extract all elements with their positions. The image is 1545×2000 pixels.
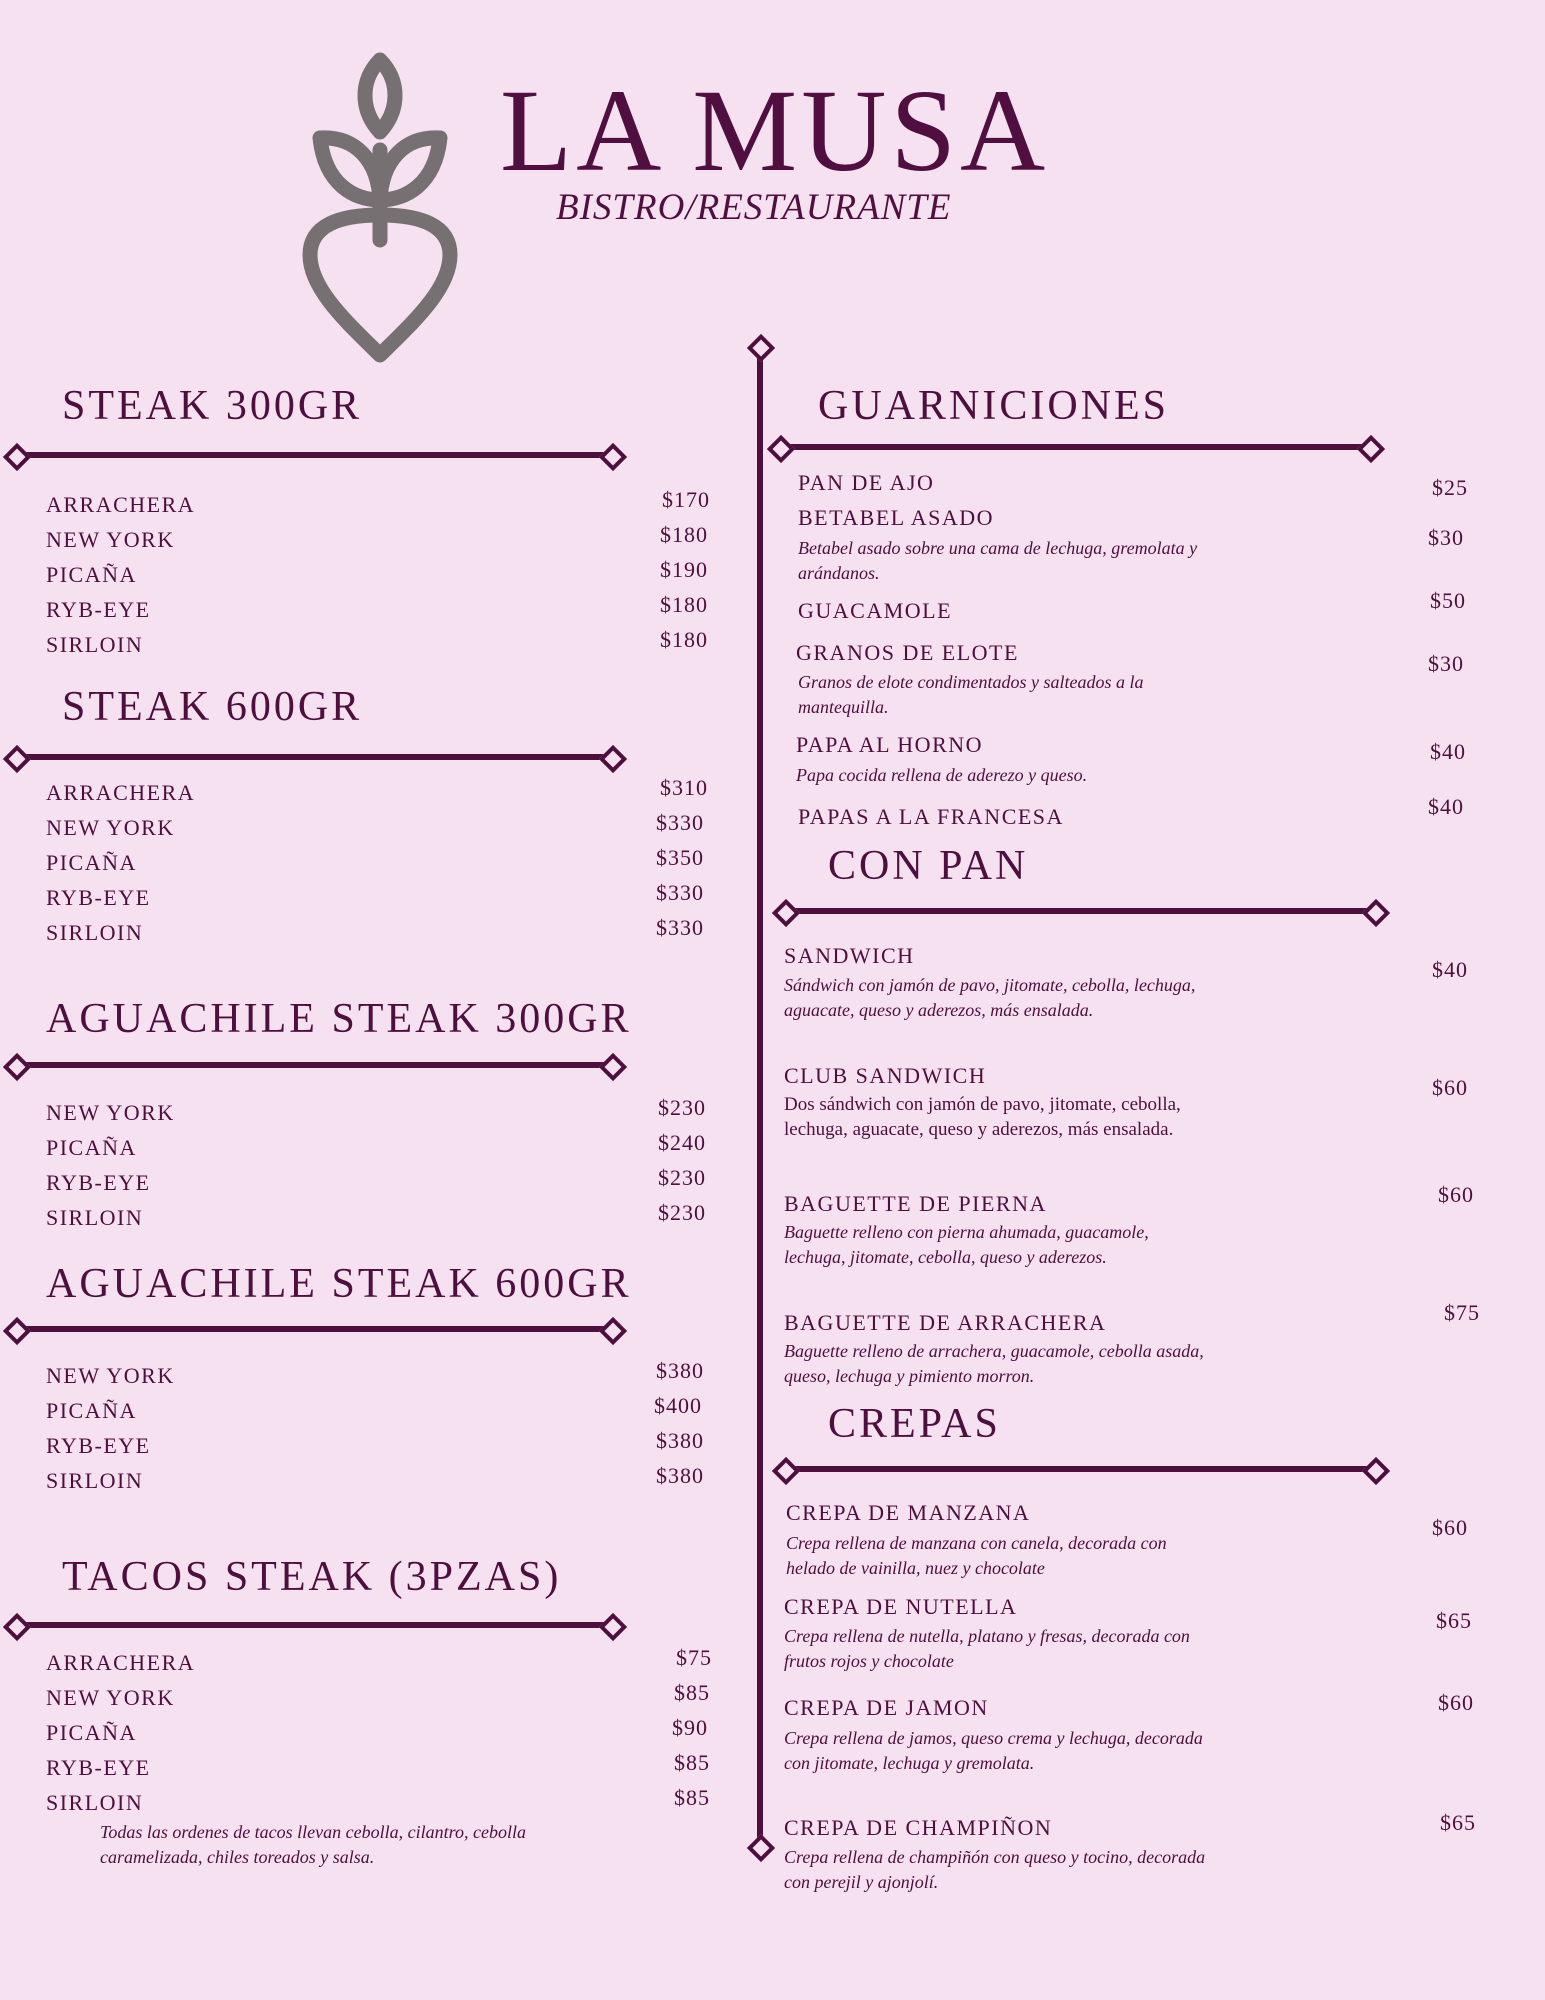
menu-item-name: PICAÑA xyxy=(46,1135,137,1160)
menu-item-name: RYB-EYE xyxy=(46,597,151,622)
menu-item-description: Sándwich con jamón de pavo, jitomate, cebolla, lechuga, aguacate, queso y aderezos, más ensalada. xyxy=(784,975,1196,1020)
menu-item-name: NEW YORK xyxy=(46,1363,175,1388)
menu-item-name: CLUB SANDWICH xyxy=(784,1063,987,1088)
menu-item-name: NEW YORK xyxy=(46,1100,175,1125)
section-divider xyxy=(6,1054,624,1076)
menu-item-name: RYB-EYE xyxy=(46,1433,151,1458)
menu-item-name: BAGUETTE DE PIERNA xyxy=(784,1191,1047,1216)
menu-item-price: $65 xyxy=(1440,1810,1476,1835)
menu-item-name: GRANOS DE ELOTE xyxy=(796,640,1019,665)
menu-item-name: PICAÑA xyxy=(46,850,137,875)
menu-item-name: CREPA DE MANZANA xyxy=(786,1500,1031,1525)
menu-item-price: $60 xyxy=(1432,1075,1468,1100)
menu-item-name: SIRLOIN xyxy=(46,632,144,657)
section-divider xyxy=(775,1458,1387,1480)
menu-item-name: RYB-EYE xyxy=(46,1755,151,1780)
section-title-steak-600: STEAK 600GR xyxy=(62,684,363,730)
menu-item-description: Crepa rellena de champiñón con queso y tocino, decorada con perejil y ajonjolí. xyxy=(784,1847,1206,1892)
menu-item-description: Crepa rellena de jamos, queso crema y lechuga, decorada con jitomate, lechuga y gremolata. xyxy=(784,1728,1203,1773)
menu-item-description: Crepa rellena de manzana con canela, decorada con helado de vainilla, nuez y chocolate xyxy=(786,1533,1167,1578)
menu-item-price: $65 xyxy=(1436,1608,1472,1633)
menu-item-price: $190 xyxy=(660,557,708,582)
menu-item-name: ARRACHERA xyxy=(46,780,196,805)
menu-item-price: $85 xyxy=(674,1680,710,1705)
sprout-heart-icon xyxy=(300,50,460,365)
menu-item-description: Baguette relleno de arrachera, guacamole, cebolla asada, queso, lechuga y pimiento morron. xyxy=(784,1341,1204,1386)
section-title-aguachile-300: AGUACHILE STEAK 300GR xyxy=(46,996,632,1042)
section-title-tacos: TACOS STEAK (3PZAS) xyxy=(62,1554,562,1600)
menu-item-name: PICAÑA xyxy=(46,1398,137,1423)
menu-item-price: $90 xyxy=(672,1715,708,1740)
menu-item-name: PAPAS A LA FRANCESA xyxy=(798,804,1064,829)
menu-item-price: $380 xyxy=(656,1463,704,1488)
menu-item-name: BETABEL ASADO xyxy=(798,505,994,530)
menu-item-price: $40 xyxy=(1432,957,1468,982)
menu-item-name: CREPA DE CHAMPIÑON xyxy=(784,1815,1053,1840)
menu-item-name: PICAÑA xyxy=(46,1720,137,1745)
menu-item-name: RYB-EYE xyxy=(46,885,151,910)
section-title-steak-300: STEAK 300GR xyxy=(62,383,363,429)
section-divider xyxy=(6,746,624,768)
section-divider xyxy=(770,436,1382,458)
menu-item-name: GUACAMOLE xyxy=(798,598,953,623)
menu-item-price: $60 xyxy=(1432,1515,1468,1540)
section-divider xyxy=(6,444,624,466)
menu-item-price: $240 xyxy=(658,1130,706,1155)
section-title-con-pan: CON PAN xyxy=(828,843,1029,889)
menu-item-price: $330 xyxy=(656,810,704,835)
menu-item-name: ARRACHERA xyxy=(46,492,196,517)
menu-item-description: Granos de elote condimentados y salteados a la mantequilla. xyxy=(798,672,1144,717)
restaurant-subtitle: BISTRO/RESTAURANTE xyxy=(556,187,952,228)
menu-item-name: PAN DE AJO xyxy=(798,470,935,495)
menu-item-price: $230 xyxy=(658,1095,706,1120)
menu-item-price: $75 xyxy=(1444,1300,1480,1325)
menu-item-price: $40 xyxy=(1428,794,1464,819)
section-divider xyxy=(6,1318,624,1340)
menu-item-price: $30 xyxy=(1428,651,1464,676)
menu-item-price: $330 xyxy=(656,915,704,940)
section-divider xyxy=(6,1614,624,1636)
menu-item-name: NEW YORK xyxy=(46,527,175,552)
menu-item-price: $180 xyxy=(660,522,708,547)
menu-item-price: $230 xyxy=(658,1200,706,1225)
menu-item-description: Baguette relleno con pierna ahumada, guacamole, lechuga, jitomate, cebolla, queso y aderezos. xyxy=(784,1222,1149,1267)
menu-item-name: BAGUETTE DE ARRACHERA xyxy=(784,1310,1107,1335)
menu-item-price: $230 xyxy=(658,1165,706,1190)
center-divider xyxy=(756,338,764,1858)
menu-item-price: $180 xyxy=(660,627,708,652)
menu-item-price: $30 xyxy=(1428,525,1464,550)
menu-item-name: PAPA AL HORNO xyxy=(796,732,984,757)
menu-item-name: CREPA DE JAMON xyxy=(784,1695,989,1720)
menu-item-name: SIRLOIN xyxy=(46,1205,144,1230)
menu-item-description: Crepa rellena de nutella, platano y fresas, decorada con frutos rojos y chocolate xyxy=(784,1626,1190,1671)
menu-item-price: $75 xyxy=(676,1645,712,1670)
restaurant-name: LA MUSA xyxy=(500,65,1050,196)
menu-item-price: $40 xyxy=(1430,739,1466,764)
menu-item-name: PICAÑA xyxy=(46,562,137,587)
section-title-guarniciones: GUARNICIONES xyxy=(818,383,1169,429)
menu-item-name: RYB-EYE xyxy=(46,1170,151,1195)
menu-item-price: $380 xyxy=(656,1358,704,1383)
menu-item-description: Betabel asado sobre una cama de lechuga, gremolata y arándanos. xyxy=(798,538,1198,583)
menu-item-price: $170 xyxy=(662,487,710,512)
menu-item-name: CREPA DE NUTELLA xyxy=(784,1594,1018,1619)
menu-item-name: ARRACHERA xyxy=(46,1650,196,1675)
section-title-aguachile-600: AGUACHILE STEAK 600GR xyxy=(46,1261,632,1307)
menu-item-price: $60 xyxy=(1438,1182,1474,1207)
section-title-crepas: CREPAS xyxy=(828,1401,1001,1447)
section-divider xyxy=(775,900,1387,922)
menu-item-price: $380 xyxy=(656,1428,704,1453)
menu-item-price: $180 xyxy=(660,592,708,617)
menu-item-name: SIRLOIN xyxy=(46,1790,144,1815)
menu-item-name: NEW YORK xyxy=(46,815,175,840)
menu-item-price: $350 xyxy=(656,845,704,870)
menu-item-price: $310 xyxy=(660,775,708,800)
menu-item-price: $400 xyxy=(654,1393,702,1418)
menu-item-description: Papa cocida rellena de aderezo y queso. xyxy=(796,765,1088,785)
menu-item-name: SIRLOIN xyxy=(46,1468,144,1493)
menu-item-price: $50 xyxy=(1430,588,1466,613)
menu-item-description: Dos sándwich con jamón de pavo, jitomate, cebolla, lechuga, aguacate, queso y aderezos, más ensalada. xyxy=(784,1094,1181,1140)
tacos-note: Todas las ordenes de tacos llevan cebolla, cilantro, cebolla caramelizada, chiles toreados y salsa. xyxy=(100,1822,526,1867)
menu-item-name: NEW YORK xyxy=(46,1685,175,1710)
menu-item-price: $85 xyxy=(674,1750,710,1775)
menu-item-name: SIRLOIN xyxy=(46,920,144,945)
menu-item-price: $25 xyxy=(1432,475,1468,500)
menu-item-price: $85 xyxy=(674,1785,710,1810)
menu-item-name: SANDWICH xyxy=(784,943,915,968)
menu-item-price: $60 xyxy=(1438,1690,1474,1715)
menu-item-price: $330 xyxy=(656,880,704,905)
